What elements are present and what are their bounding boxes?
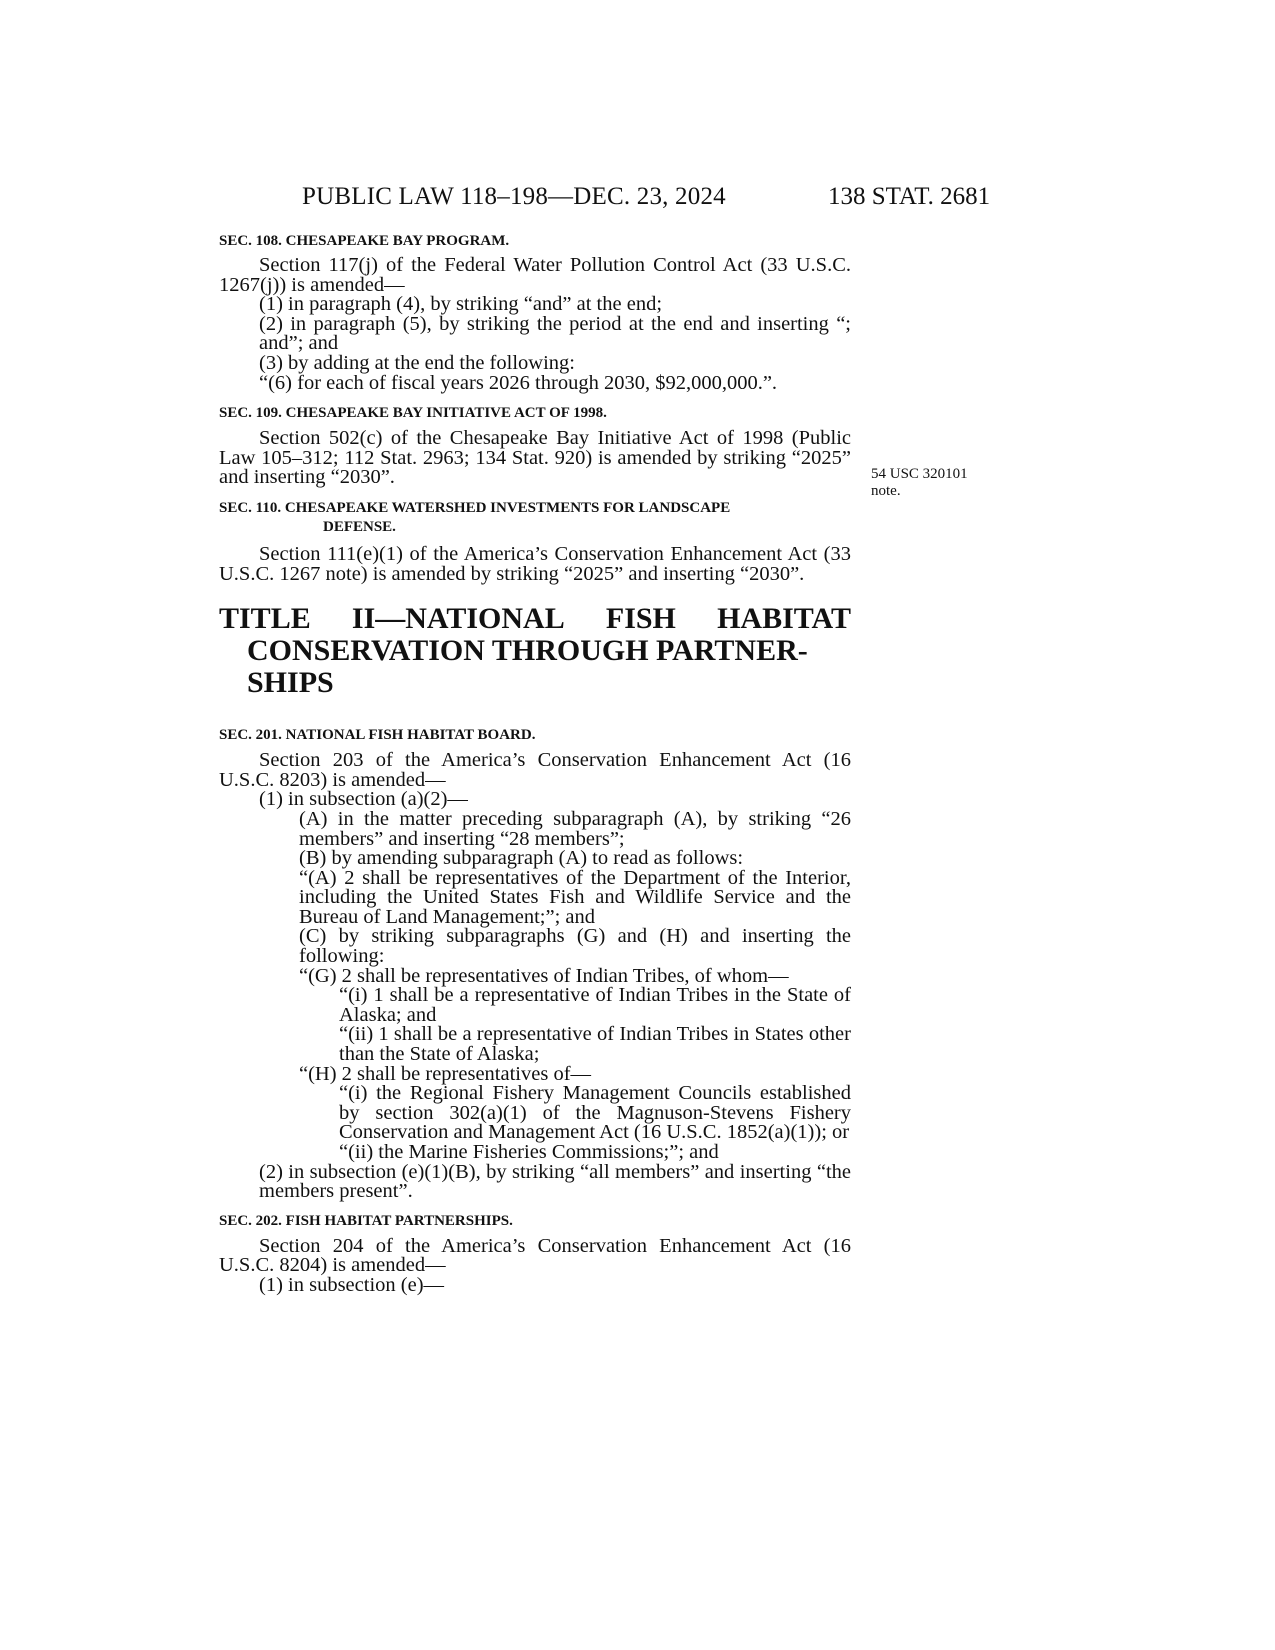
- running-header-title: PUBLIC LAW 118–198—DEC. 23, 2024: [302, 183, 726, 210]
- sec-108-item-2: [219, 312, 851, 355]
- sec-201-quote-h-i: “(i) the Regional Fishery Management Councils established by section 302(a)(1) of the Magnuson-Stevens Fishery Conservation and Management Act (16 U.S.C. 1852(a)(1)); or: [339, 1082, 851, 1144]
- sec-109-text: Section 502(c) of the Chesapeake Bay Initiative Act of 1998 (Public Law 105–312; 112 Stat. 2963; 134 Stat. 920) is amended by striking “2025” and inserting “2030”.: [219, 427, 851, 489]
- sec-108-intro: Section 117(j) of the Federal Water Pollution Control Act (33 U.S.C. 1267(j)) is amended—: [219, 254, 851, 296]
- sec-110-heading: [219, 499, 851, 537]
- title-word-3: FISH: [605, 602, 676, 636]
- sec-110-heading-line-1: SEC. 110. CHESAPEAKE WATERSHED INVESTMENTS FOR LANDSCAPE: [219, 499, 731, 516]
- sec-108-heading: SEC. 108. CHESAPEAKE BAY PROGRAM.: [219, 233, 510, 249]
- sec-201-para-2: (2) in subsection (e)(1)(B), by striking “all members” and inserting “the members present”.: [259, 1160, 851, 1203]
- sec-110-text: Section 111(e)(1) of the America’s Conservation Enhancement Act (33 U.S.C. 1267 note) is amended by striking “2025” and inserting “2030”.: [219, 542, 851, 585]
- page-number: 138 STAT. 2681: [828, 183, 991, 210]
- sec-108-item-3: (3) by adding at the end the following:: [259, 351, 575, 374]
- margin-note: [871, 466, 968, 500]
- title-word-2: II—NATIONAL: [351, 602, 565, 636]
- sec-201-quote-g: “(G) 2 shall be representatives of Indian Tribes, of whom—: [299, 964, 789, 987]
- sec-201-quote-h-ii: “(ii) the Marine Fisheries Commissions;”; and: [339, 1141, 719, 1163]
- sec-201-subpara-c: (C) by striking subparagraphs (G) and (H) and inserting the following:: [299, 925, 851, 968]
- sec-201-quote-a: “(A) 2 shall be representatives of the Department of the Interior, including the United States Fish and Wildlife Service and the Bureau of Land Management;”; and: [299, 866, 851, 928]
- title-word-1: TITLE: [219, 602, 311, 636]
- sec-202-para-1: (1) in subsection (e)—: [259, 1273, 445, 1296]
- sec-201-para-1: (1) in subsection (a)(2)—: [259, 788, 468, 811]
- title-ii-line-2: CONSERVATION THROUGH PARTNER-: [247, 634, 808, 668]
- margin-note-citation: 54 USC 320101: [871, 466, 968, 482]
- sec-110-heading-line-2: DEFENSE.: [323, 518, 396, 535]
- sec-201-subpara-b: (B) by amending subparagraph (A) to read as follows:: [299, 847, 744, 870]
- sec-109-heading: SEC. 109. CHESAPEAKE BAY INITIATIVE ACT OF 1998.: [219, 405, 607, 422]
- sec-201-quote-g-ii: “(ii) 1 shall be a representative of Indian Tribes in States other than the State of Alaska;: [339, 1023, 851, 1066]
- title-word-4: HABITAT: [717, 602, 851, 636]
- sec-108-item-1: (1) in paragraph (4), by striking “and” at the end;: [259, 293, 663, 316]
- sec-201-subpara-a: (A) in the matter preceding subparagraph (A), by striking “26 members” and inserting “28 members”;: [299, 807, 851, 850]
- sec-201-intro: Section 203 of the America’s Conservation Enhancement Act (16 U.S.C. 8203) is amended—: [219, 749, 851, 791]
- sec-202-heading: SEC. 202. FISH HABITAT PARTNERSHIPS.: [219, 1212, 513, 1229]
- main-text-column: [219, 232, 851, 1296]
- sec-202-intro: Section 204 of the America’s Conservation Enhancement Act (16 U.S.C. 8204) is amended—: [219, 1234, 851, 1277]
- title-ii-line-3: SHIPS: [247, 666, 334, 700]
- sec-201-quote-h: “(H) 2 shall be representatives of—: [299, 1062, 592, 1085]
- sec-201-heading: SEC. 201. NATIONAL FISH HABITAT BOARD.: [219, 727, 536, 744]
- title-ii-heading: [219, 603, 851, 699]
- sec-108-quote-6: “(6) for each of fiscal years 2026 through 2030, $92,000,000.”.: [259, 371, 778, 394]
- sec-108-item-2-text: (2) in paragraph (5), by striking the period at the end and inserting “; and”; and: [259, 312, 851, 355]
- sec-201-quote-g-i: “(i) 1 shall be a representative of Indian Tribes in the State of Alaska; and: [339, 984, 851, 1026]
- title-ii-line-1: [219, 603, 851, 635]
- margin-note-suffix: note.: [871, 483, 901, 499]
